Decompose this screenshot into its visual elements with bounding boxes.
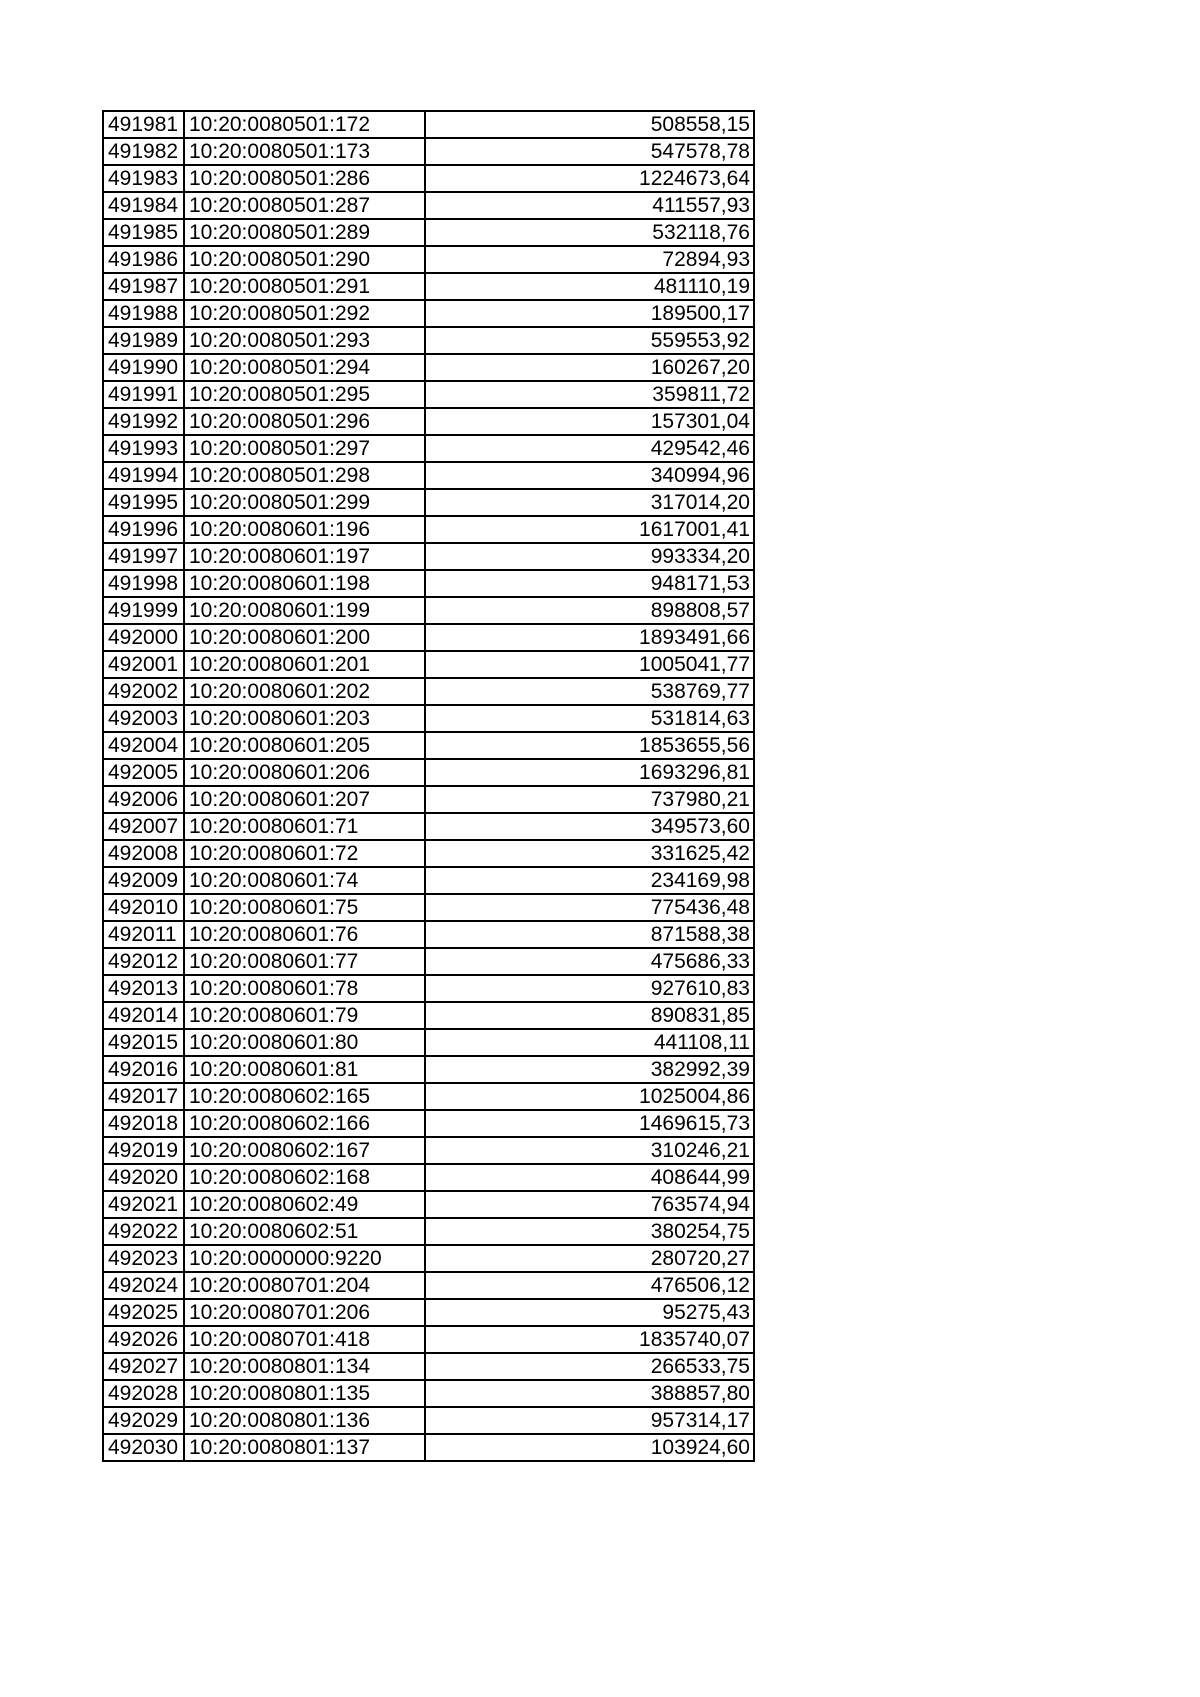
row-number-cell: 491997 xyxy=(103,543,184,570)
row-number-cell: 492015 xyxy=(103,1029,184,1056)
value-cell: 890831,85 xyxy=(425,1002,754,1029)
row-number-cell: 492028 xyxy=(103,1380,184,1407)
cadastral-number-cell: 10:20:0080501:291 xyxy=(184,273,425,300)
row-number-cell: 491983 xyxy=(103,165,184,192)
row-number-cell: 492007 xyxy=(103,813,184,840)
cadastral-number-cell: 10:20:0080601:205 xyxy=(184,732,425,759)
table-row xyxy=(103,1083,754,1110)
table-row xyxy=(103,732,754,759)
cadastral-number-cell: 10:20:0080501:299 xyxy=(184,489,425,516)
row-number-cell: 491995 xyxy=(103,489,184,516)
row-number-cell: 492027 xyxy=(103,1353,184,1380)
cadastral-number-cell: 10:20:0080601:207 xyxy=(184,786,425,813)
value-cell: 380254,75 xyxy=(425,1218,754,1245)
value-cell: 1693296,81 xyxy=(425,759,754,786)
value-cell: 1025004,86 xyxy=(425,1083,754,1110)
table-row xyxy=(103,921,754,948)
cadastral-number-cell: 10:20:0080602:51 xyxy=(184,1218,425,1245)
cadastral-number-cell: 10:20:0080701:418 xyxy=(184,1326,425,1353)
row-number-cell: 492014 xyxy=(103,1002,184,1029)
value-cell: 359811,72 xyxy=(425,381,754,408)
cadastral-number-cell: 10:20:0080602:168 xyxy=(184,1164,425,1191)
table-row xyxy=(103,192,754,219)
value-cell: 481110,19 xyxy=(425,273,754,300)
table-row xyxy=(103,435,754,462)
value-cell: 72894,93 xyxy=(425,246,754,273)
table-row xyxy=(103,246,754,273)
value-cell: 1835740,07 xyxy=(425,1326,754,1353)
row-number-cell: 492022 xyxy=(103,1218,184,1245)
value-cell: 737980,21 xyxy=(425,786,754,813)
value-cell: 763574,94 xyxy=(425,1191,754,1218)
table-row xyxy=(103,705,754,732)
value-cell: 331625,42 xyxy=(425,840,754,867)
row-number-cell: 492025 xyxy=(103,1299,184,1326)
value-cell: 957314,17 xyxy=(425,1407,754,1434)
row-number-cell: 492030 xyxy=(103,1434,184,1461)
table-row xyxy=(103,651,754,678)
cadastral-number-cell: 10:20:0000000:9220 xyxy=(184,1245,425,1272)
row-number-cell: 491992 xyxy=(103,408,184,435)
row-number-cell: 492011 xyxy=(103,921,184,948)
value-cell: 775436,48 xyxy=(425,894,754,921)
value-cell: 871588,38 xyxy=(425,921,754,948)
value-cell: 559553,92 xyxy=(425,327,754,354)
table-row xyxy=(103,462,754,489)
value-cell: 1893491,66 xyxy=(425,624,754,651)
value-cell: 898808,57 xyxy=(425,597,754,624)
table-row xyxy=(103,408,754,435)
cadastral-number-cell: 10:20:0080602:165 xyxy=(184,1083,425,1110)
table-row xyxy=(103,1353,754,1380)
row-number-cell: 492013 xyxy=(103,975,184,1002)
row-number-cell: 492026 xyxy=(103,1326,184,1353)
cadastral-number-cell: 10:20:0080801:137 xyxy=(184,1434,425,1461)
data-table xyxy=(102,110,755,1462)
table-row xyxy=(103,1002,754,1029)
cadastral-number-cell: 10:20:0080501:289 xyxy=(184,219,425,246)
cadastral-number-cell: 10:20:0080601:74 xyxy=(184,867,425,894)
table-row xyxy=(103,111,754,138)
value-cell: 429542,46 xyxy=(425,435,754,462)
cadastral-number-cell: 10:20:0080601:80 xyxy=(184,1029,425,1056)
cadastral-number-cell: 10:20:0080501:286 xyxy=(184,165,425,192)
table-row xyxy=(103,273,754,300)
cadastral-number-cell: 10:20:0080601:72 xyxy=(184,840,425,867)
row-number-cell: 492023 xyxy=(103,1245,184,1272)
row-number-cell: 492018 xyxy=(103,1110,184,1137)
cadastral-number-cell: 10:20:0080501:290 xyxy=(184,246,425,273)
cadastral-number-cell: 10:20:0080801:135 xyxy=(184,1380,425,1407)
cadastral-number-cell: 10:20:0080601:198 xyxy=(184,570,425,597)
table-row xyxy=(103,1110,754,1137)
table-row xyxy=(103,678,754,705)
value-cell: 531814,63 xyxy=(425,705,754,732)
value-cell: 475686,33 xyxy=(425,948,754,975)
value-cell: 340994,96 xyxy=(425,462,754,489)
table-row xyxy=(103,381,754,408)
value-cell: 95275,43 xyxy=(425,1299,754,1326)
cadastral-number-cell: 10:20:0080601:202 xyxy=(184,678,425,705)
table-row xyxy=(103,624,754,651)
table-row xyxy=(103,219,754,246)
table-row xyxy=(103,489,754,516)
cadastral-number-cell: 10:20:0080601:197 xyxy=(184,543,425,570)
value-cell: 948171,53 xyxy=(425,570,754,597)
row-number-cell: 491991 xyxy=(103,381,184,408)
row-number-cell: 492017 xyxy=(103,1083,184,1110)
table-row xyxy=(103,300,754,327)
value-cell: 349573,60 xyxy=(425,813,754,840)
row-number-cell: 491993 xyxy=(103,435,184,462)
row-number-cell: 491987 xyxy=(103,273,184,300)
table-row xyxy=(103,1137,754,1164)
value-cell: 266533,75 xyxy=(425,1353,754,1380)
value-cell: 388857,80 xyxy=(425,1380,754,1407)
value-cell: 382992,39 xyxy=(425,1056,754,1083)
table-row xyxy=(103,786,754,813)
table-row xyxy=(103,516,754,543)
value-cell: 508558,15 xyxy=(425,111,754,138)
table-row xyxy=(103,1407,754,1434)
cadastral-number-cell: 10:20:0080601:79 xyxy=(184,1002,425,1029)
cadastral-number-cell: 10:20:0080601:203 xyxy=(184,705,425,732)
row-number-cell: 492002 xyxy=(103,678,184,705)
value-cell: 103924,60 xyxy=(425,1434,754,1461)
table-row xyxy=(103,1272,754,1299)
value-cell: 160267,20 xyxy=(425,354,754,381)
cadastral-number-cell: 10:20:0080601:76 xyxy=(184,921,425,948)
row-number-cell: 492006 xyxy=(103,786,184,813)
row-number-cell: 492010 xyxy=(103,894,184,921)
table-row xyxy=(103,867,754,894)
value-cell: 189500,17 xyxy=(425,300,754,327)
cadastral-number-cell: 10:20:0080801:134 xyxy=(184,1353,425,1380)
row-number-cell: 492021 xyxy=(103,1191,184,1218)
cadastral-number-cell: 10:20:0080601:75 xyxy=(184,894,425,921)
value-cell: 1853655,56 xyxy=(425,732,754,759)
row-number-cell: 492008 xyxy=(103,840,184,867)
cadastral-number-cell: 10:20:0080501:295 xyxy=(184,381,425,408)
row-number-cell: 491990 xyxy=(103,354,184,381)
cadastral-number-cell: 10:20:0080601:196 xyxy=(184,516,425,543)
table-row xyxy=(103,1191,754,1218)
cadastral-number-cell: 10:20:0080501:297 xyxy=(184,435,425,462)
table-row xyxy=(103,1245,754,1272)
table-row xyxy=(103,1326,754,1353)
value-cell: 1617001,41 xyxy=(425,516,754,543)
value-cell: 317014,20 xyxy=(425,489,754,516)
cadastral-number-cell: 10:20:0080601:81 xyxy=(184,1056,425,1083)
cadastral-number-cell: 10:20:0080501:172 xyxy=(184,111,425,138)
value-cell: 547578,78 xyxy=(425,138,754,165)
value-cell: 408644,99 xyxy=(425,1164,754,1191)
row-number-cell: 492019 xyxy=(103,1137,184,1164)
cadastral-number-cell: 10:20:0080601:71 xyxy=(184,813,425,840)
value-cell: 538769,77 xyxy=(425,678,754,705)
cadastral-number-cell: 10:20:0080701:204 xyxy=(184,1272,425,1299)
cadastral-number-cell: 10:20:0080601:206 xyxy=(184,759,425,786)
cadastral-number-cell: 10:20:0080601:201 xyxy=(184,651,425,678)
table-row xyxy=(103,1299,754,1326)
cadastral-number-cell: 10:20:0080501:292 xyxy=(184,300,425,327)
value-cell: 411557,93 xyxy=(425,192,754,219)
row-number-cell: 492003 xyxy=(103,705,184,732)
value-cell: 280720,27 xyxy=(425,1245,754,1272)
table-row xyxy=(103,354,754,381)
cadastral-number-cell: 10:20:0080601:200 xyxy=(184,624,425,651)
table-row xyxy=(103,327,754,354)
row-number-cell: 491999 xyxy=(103,597,184,624)
table-row xyxy=(103,570,754,597)
row-number-cell: 492029 xyxy=(103,1407,184,1434)
row-number-cell: 491985 xyxy=(103,219,184,246)
cadastral-number-cell: 10:20:0080501:296 xyxy=(184,408,425,435)
row-number-cell: 492024 xyxy=(103,1272,184,1299)
row-number-cell: 491994 xyxy=(103,462,184,489)
cadastral-number-cell: 10:20:0080701:206 xyxy=(184,1299,425,1326)
cadastral-number-cell: 10:20:0080601:77 xyxy=(184,948,425,975)
table-row xyxy=(103,1380,754,1407)
table-row xyxy=(103,1164,754,1191)
value-cell: 441108,11 xyxy=(425,1029,754,1056)
table-row xyxy=(103,138,754,165)
value-cell: 1005041,77 xyxy=(425,651,754,678)
table-row xyxy=(103,813,754,840)
table-row xyxy=(103,1218,754,1245)
row-number-cell: 491998 xyxy=(103,570,184,597)
row-number-cell: 491996 xyxy=(103,516,184,543)
table-body xyxy=(103,111,754,1461)
cadastral-number-cell: 10:20:0080801:136 xyxy=(184,1407,425,1434)
row-number-cell: 491989 xyxy=(103,327,184,354)
value-cell: 1224673,64 xyxy=(425,165,754,192)
table-row xyxy=(103,894,754,921)
value-cell: 1469615,73 xyxy=(425,1110,754,1137)
table-row xyxy=(103,1056,754,1083)
value-cell: 532118,76 xyxy=(425,219,754,246)
table-row xyxy=(103,840,754,867)
value-cell: 234169,98 xyxy=(425,867,754,894)
table-row xyxy=(103,165,754,192)
row-number-cell: 491982 xyxy=(103,138,184,165)
cadastral-number-cell: 10:20:0080501:293 xyxy=(184,327,425,354)
row-number-cell: 491986 xyxy=(103,246,184,273)
cadastral-number-cell: 10:20:0080501:173 xyxy=(184,138,425,165)
cadastral-number-cell: 10:20:0080501:298 xyxy=(184,462,425,489)
row-number-cell: 492016 xyxy=(103,1056,184,1083)
table-row xyxy=(103,1434,754,1461)
row-number-cell: 491981 xyxy=(103,111,184,138)
cadastral-number-cell: 10:20:0080602:49 xyxy=(184,1191,425,1218)
table-row xyxy=(103,1029,754,1056)
cadastral-number-cell: 10:20:0080601:199 xyxy=(184,597,425,624)
row-number-cell: 492009 xyxy=(103,867,184,894)
value-cell: 157301,04 xyxy=(425,408,754,435)
table-row xyxy=(103,975,754,1002)
value-cell: 476506,12 xyxy=(425,1272,754,1299)
value-cell: 927610,83 xyxy=(425,975,754,1002)
table-row xyxy=(103,543,754,570)
cadastral-number-cell: 10:20:0080501:294 xyxy=(184,354,425,381)
row-number-cell: 491988 xyxy=(103,300,184,327)
value-cell: 993334,20 xyxy=(425,543,754,570)
row-number-cell: 492012 xyxy=(103,948,184,975)
table-row xyxy=(103,759,754,786)
cadastral-number-cell: 10:20:0080601:78 xyxy=(184,975,425,1002)
value-cell: 310246,21 xyxy=(425,1137,754,1164)
row-number-cell: 492004 xyxy=(103,732,184,759)
row-number-cell: 492001 xyxy=(103,651,184,678)
cadastral-number-cell: 10:20:0080602:167 xyxy=(184,1137,425,1164)
table-row xyxy=(103,948,754,975)
row-number-cell: 491984 xyxy=(103,192,184,219)
table-row xyxy=(103,597,754,624)
row-number-cell: 492005 xyxy=(103,759,184,786)
cadastral-number-cell: 10:20:0080602:166 xyxy=(184,1110,425,1137)
cadastral-number-cell: 10:20:0080501:287 xyxy=(184,192,425,219)
row-number-cell: 492000 xyxy=(103,624,184,651)
row-number-cell: 492020 xyxy=(103,1164,184,1191)
